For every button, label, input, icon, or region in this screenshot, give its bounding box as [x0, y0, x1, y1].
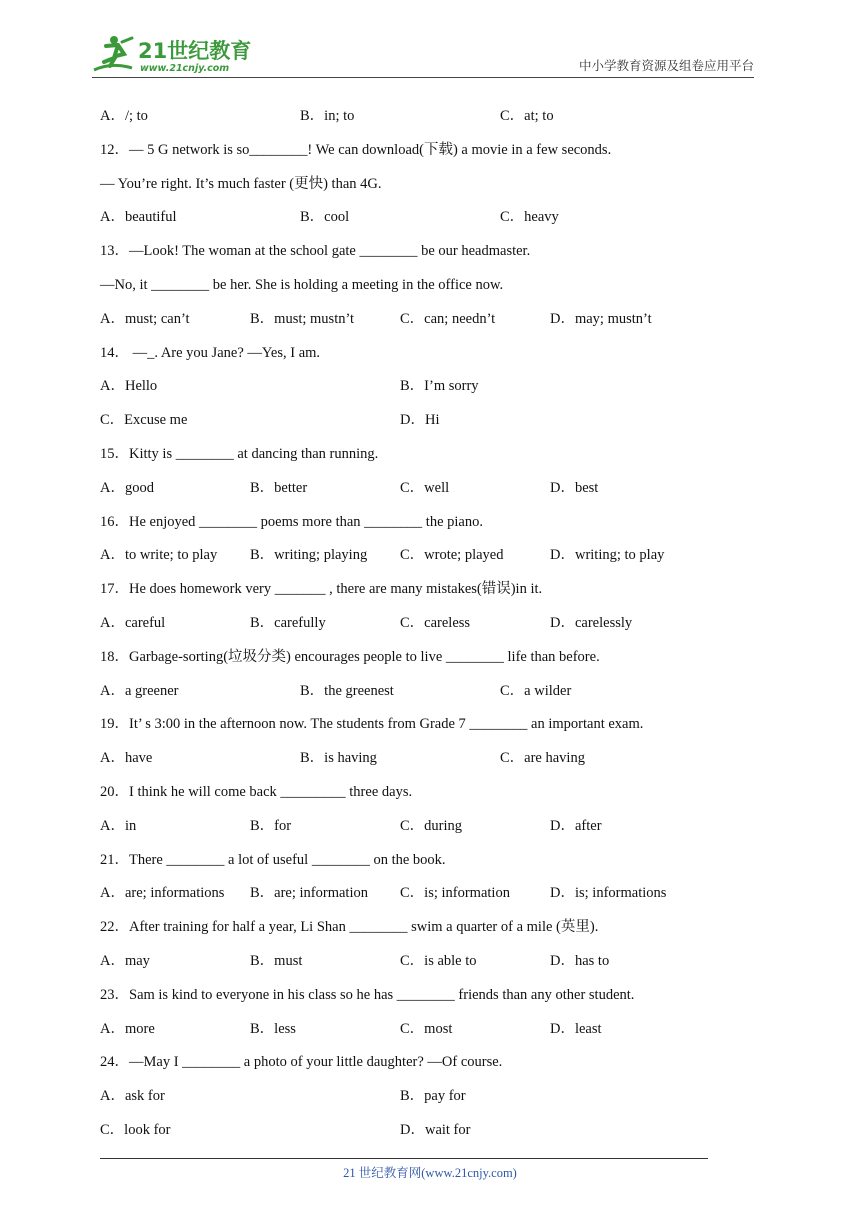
- question-line: 22．After training for half a year, Li Shan ________ swim a quarter of a mile (英里).: [100, 919, 599, 936]
- options-row: [100, 307, 720, 341]
- platform-title: 中小学教育资源及组卷应用平台: [578, 58, 754, 73]
- options-row: [100, 1017, 720, 1051]
- answer-option: A．must; can’t: [100, 310, 190, 327]
- options-row: [100, 881, 720, 915]
- answer-option: C．most: [400, 1020, 453, 1037]
- question-line: 20．I think he will come back _________ three days.: [100, 783, 413, 800]
- answer-option: A．in: [100, 817, 137, 834]
- answer-option: A．are; informations: [100, 885, 225, 902]
- header-divider: [92, 77, 754, 78]
- options-row: [100, 814, 720, 848]
- options-row: [100, 205, 720, 239]
- answer-option: D．has to: [550, 952, 610, 969]
- options-row: [100, 374, 720, 408]
- answer-option: C．wrote; played: [400, 547, 504, 564]
- answer-option: D．may; mustn’t: [550, 310, 652, 327]
- answer-option: C．a wilder: [500, 682, 572, 699]
- site-logo: [92, 32, 262, 74]
- options-row: [100, 408, 720, 442]
- answer-option: A．a greener: [100, 682, 179, 699]
- answer-option: C．Excuse me: [100, 412, 188, 429]
- answer-option: B．must: [250, 952, 303, 969]
- answer-option: C．is; information: [400, 885, 510, 902]
- question-line: — You’re right. It’s much faster (更快) than 4G.: [100, 175, 382, 192]
- question-line: 19．It’ s 3:00 in the afternoon now. The students from Grade 7 ________ an important exam.: [100, 716, 644, 733]
- answer-option: A．/; to: [100, 108, 148, 124]
- answer-option: B．less: [250, 1020, 296, 1037]
- answer-option: B．must; mustn’t: [250, 310, 355, 327]
- answer-option: B．I’m sorry: [400, 378, 479, 395]
- question-line: 15．Kitty is ________ at dancing than running.: [100, 445, 379, 462]
- answer-option: D．least: [550, 1020, 602, 1037]
- answer-option: A．careful: [100, 614, 166, 631]
- answer-option: A．ask for: [100, 1088, 165, 1105]
- answer-option: C．heavy: [500, 209, 559, 226]
- answer-option: A．to write; to play: [100, 547, 218, 564]
- answer-option: A．more: [100, 1020, 155, 1037]
- question-line: 13．—Look! The woman at the school gate ________ be our headmaster.: [100, 243, 531, 260]
- footer-text[interactable]: 21 世纪教育网(www.21cnjy.com): [343, 1166, 517, 1180]
- answer-option: D．wait for: [400, 1121, 471, 1138]
- answer-option: C．well: [400, 479, 450, 496]
- answer-option: D．is; informations: [550, 885, 667, 902]
- options-row: [100, 949, 720, 983]
- footer-divider: [100, 1158, 708, 1159]
- question-line: 16．He enjoyed ________ poems more than ________ the piano.: [100, 513, 483, 530]
- answer-option: A．Hello: [100, 378, 158, 395]
- answer-option: D．best: [550, 479, 599, 496]
- options-row: [100, 611, 720, 645]
- options-row: [100, 543, 720, 577]
- answer-option: C．at; to: [500, 108, 554, 124]
- answer-option: B．better: [250, 479, 308, 496]
- question-line: —No, it ________ be her. She is holding a meeting in the office now.: [100, 276, 504, 293]
- options-row: [100, 1084, 720, 1118]
- answer-option: A．may: [100, 952, 150, 969]
- answer-option: D．after: [550, 817, 602, 834]
- options-row: [100, 476, 720, 510]
- page-header: [92, 30, 754, 78]
- answer-option: A．good: [100, 479, 154, 496]
- answer-option: A．have: [100, 750, 153, 767]
- answer-option: C．can; needn’t: [400, 310, 496, 327]
- question-line: 24．—May I ________ a photo of your little daughter? —Of course.: [100, 1054, 503, 1071]
- logo-text: 21世纪教育: [138, 39, 252, 63]
- answer-option: C．is able to: [400, 952, 477, 969]
- options-row: [100, 679, 720, 713]
- answer-option: B．writing; playing: [250, 547, 368, 564]
- options-row: [100, 746, 720, 780]
- answer-option: C．careless: [400, 614, 471, 631]
- question-line: 21．There ________ a lot of useful ________ on the book.: [100, 851, 446, 868]
- answer-option: D．carelessly: [550, 614, 633, 631]
- logo-url: www.21cnjy.com: [140, 63, 230, 74]
- question-line: 18．Garbage-sorting(垃圾分类) encourages people to live ________ life than before.: [100, 648, 600, 665]
- answer-option: B．carefully: [250, 614, 326, 631]
- answer-option: B．are; information: [250, 885, 368, 902]
- question-line: 17．He does homework very _______ , there are many mistakes(错误)in it.: [100, 581, 543, 598]
- answer-option: D．writing; to play: [550, 547, 665, 564]
- answer-option: B．for: [250, 817, 292, 834]
- options-row: [100, 1118, 720, 1152]
- answer-option: B．pay for: [400, 1088, 466, 1105]
- answer-option: A．beautiful: [100, 209, 177, 226]
- answer-option: B．cool: [300, 209, 350, 226]
- answer-option: D．Hi: [400, 412, 440, 429]
- question-line: 12．— 5 G network is so________! We can download(下载) a movie in a few seconds.: [100, 141, 612, 158]
- answer-option: C．during: [400, 817, 463, 834]
- question-line: 23．Sam is kind to everyone in his class so he has ________ friends than any other student.: [100, 986, 635, 1003]
- question-list: [100, 104, 720, 1152]
- answer-option: C．look for: [100, 1121, 171, 1138]
- answer-option: B．the greenest: [300, 682, 394, 699]
- answer-option: B．is having: [300, 750, 377, 767]
- answer-option: C．are having: [500, 750, 585, 767]
- question-line: 14． —_. Are you Jane? —Yes, I am.: [100, 344, 321, 361]
- answer-option: B．in; to: [300, 108, 355, 124]
- options-row: [100, 104, 720, 138]
